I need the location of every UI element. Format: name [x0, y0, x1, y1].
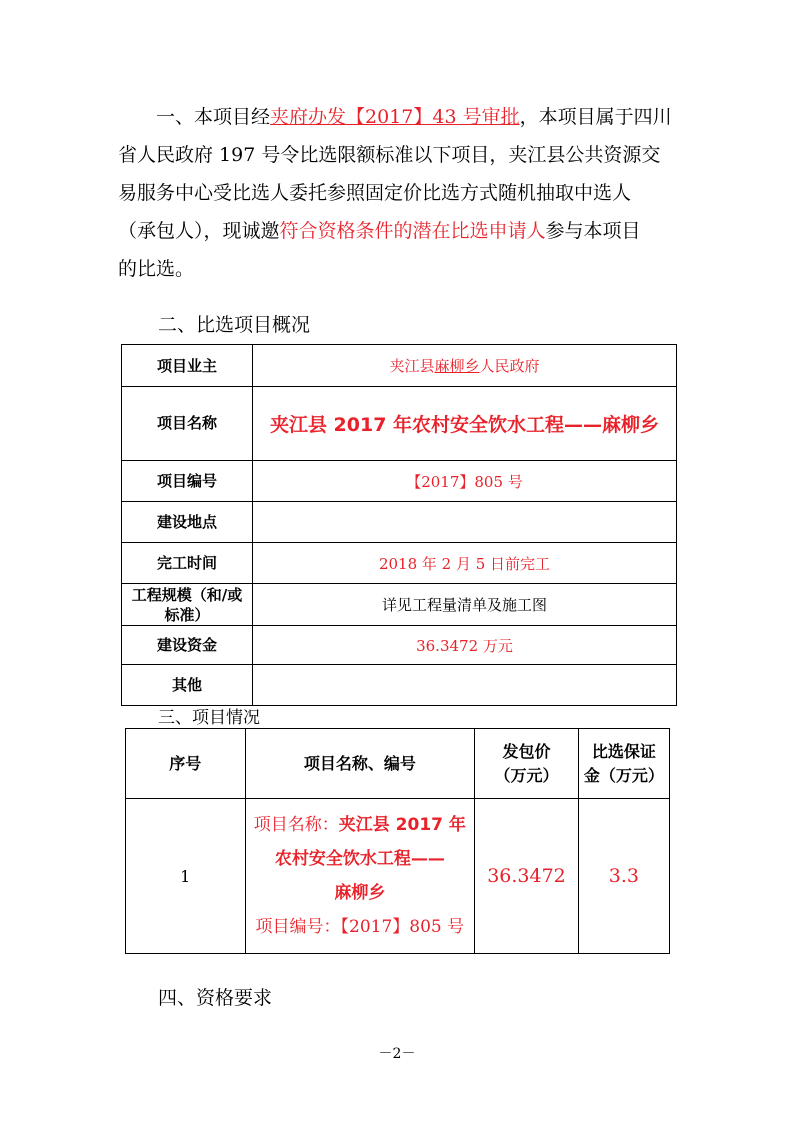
project-code: 项目编号：【2017】805 号 — [255, 917, 465, 937]
intro-text: （承包人），现诚邀 — [118, 220, 280, 242]
project-status-table — [125, 728, 670, 954]
table-row — [122, 543, 677, 584]
intro-line-4 — [118, 212, 678, 250]
cell-price: 36.3472 — [475, 799, 579, 954]
owner-text: 人民政府 — [479, 357, 540, 375]
value-cell-project-name: 夹江县 2017 年农村安全饮水工程——麻柳乡 — [253, 387, 677, 461]
header-deposit — [578, 729, 669, 799]
section-4-heading: 四、资格要求 — [158, 987, 273, 1009]
value-cell-owner — [253, 345, 677, 387]
label-cell: 建设资金 — [122, 626, 253, 665]
value-cell-scale: 详见工程量清单及施工图 — [253, 584, 677, 626]
intro-line-2: 省人民政府 197 号令比选限额标准以下项目，夹江县公共资源交 — [118, 144, 661, 166]
label-cell: 建设地点 — [122, 502, 253, 543]
intro-line-1 — [118, 98, 678, 136]
label-cell: 其他 — [122, 665, 253, 706]
owner-text: 夹江县 — [389, 357, 435, 375]
approval-document-ref: 夹府办发【2017】43 号审批 — [270, 106, 520, 128]
section-3-heading: 三、项目情况 — [158, 708, 260, 728]
project-name-line: 麻柳乡 — [334, 883, 386, 903]
label-cell: 项目业主 — [122, 345, 253, 387]
table-row — [126, 799, 670, 954]
intro-line-3: 易服务中心受比选人委托参照固定价比选方式随机抽取中选人 — [118, 182, 632, 204]
project-name-line: 夹江县 2017 年 — [338, 815, 466, 835]
owner-town: 麻柳乡 — [434, 357, 480, 375]
header-price — [475, 729, 579, 799]
page-number: －2－ — [378, 1046, 416, 1062]
intro-line-5: 的比选。 — [118, 258, 195, 280]
cell-project-name-code — [245, 799, 475, 954]
section-2-heading: 二、比选项目概况 — [158, 314, 311, 336]
intro-text: 参与本项目 — [545, 220, 641, 242]
project-name-line: 农村安全饮水工程—— — [274, 849, 445, 869]
header-line: 发包价 — [502, 741, 551, 761]
table-row — [122, 502, 677, 543]
label-cell-scale — [122, 584, 253, 626]
cell-no: 1 — [126, 799, 246, 954]
value-cell-project-code: 【2017】805 号 — [253, 461, 677, 502]
intro-text: ，本项目属于四川 — [519, 106, 672, 128]
label-cell: 项目编号 — [122, 461, 253, 502]
value-cell-completion: 2018 年 2 月 5 日前完工 — [253, 543, 677, 584]
project-overview-table — [121, 344, 677, 706]
table-row — [122, 387, 677, 461]
value-cell-other — [253, 665, 677, 706]
table-row — [122, 461, 677, 502]
table-row — [122, 584, 677, 626]
header-name: 项目名称、编号 — [245, 729, 475, 799]
table-row — [122, 665, 677, 706]
qualified-applicants-text: 符合资格条件的潜在比选申请人 — [279, 220, 546, 242]
intro-text: 一、本项目经 — [156, 106, 271, 128]
header-line: 比选保证 — [591, 741, 656, 761]
header-line: 金（万元） — [583, 765, 664, 785]
cell-deposit: 3.3 — [578, 799, 669, 954]
value-cell-funds: 36.3472 万元 — [253, 626, 677, 665]
name-prefix: 项目名称： — [253, 815, 339, 835]
header-line: （万元） — [494, 765, 559, 785]
table-row — [122, 626, 677, 665]
header-no: 序号 — [126, 729, 246, 799]
label-line: 工程规模（和/或 — [131, 585, 243, 604]
label-cell: 完工时间 — [122, 543, 253, 584]
value-cell-location — [253, 502, 677, 543]
intro-paragraph — [118, 98, 678, 288]
label-cell: 项目名称 — [122, 387, 253, 461]
table-header-row — [126, 729, 670, 799]
label-line: 标准） — [164, 605, 210, 624]
table-row — [122, 345, 677, 387]
